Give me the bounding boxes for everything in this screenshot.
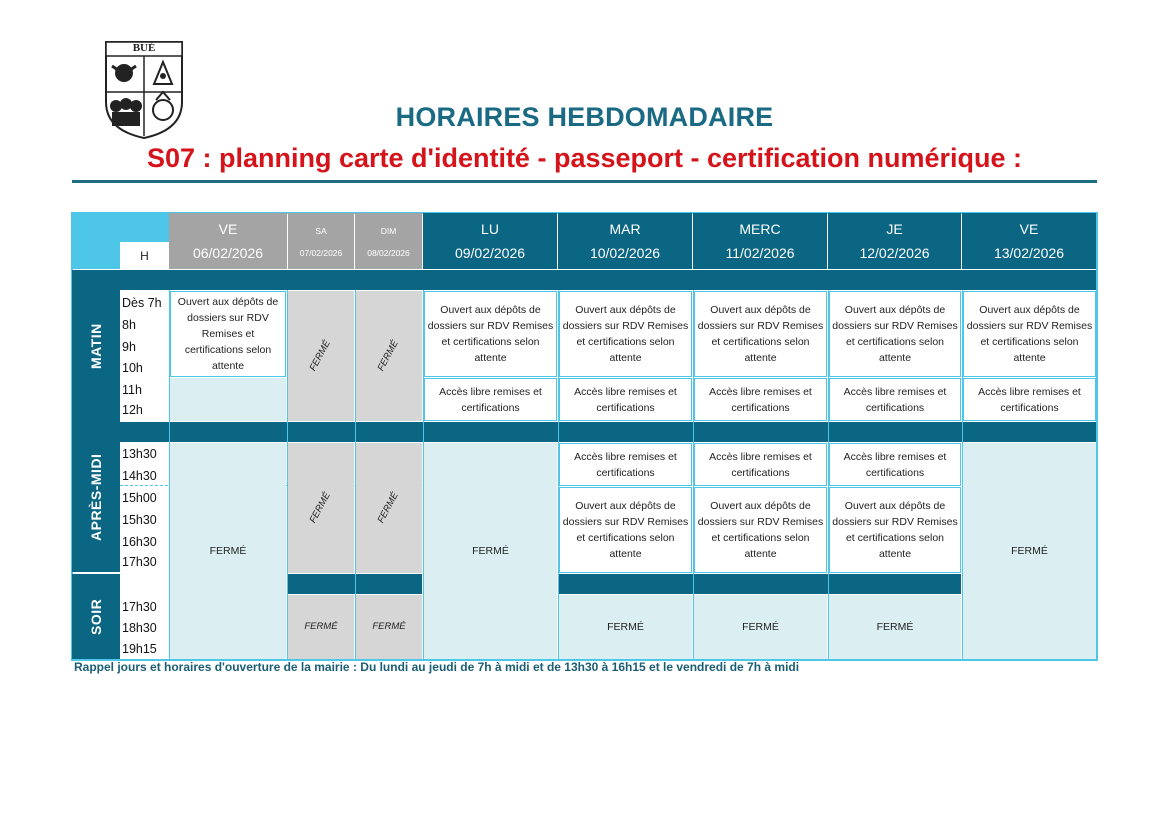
time-label: 18h30 <box>122 621 157 635</box>
slot-fri1-late-morning <box>170 378 286 421</box>
header-day-fri-2 <box>962 213 1096 269</box>
day-name: VE <box>1019 221 1039 237</box>
closed-label: FERMÉ <box>304 621 338 632</box>
header-day-thu <box>828 213 961 269</box>
slot-wed-evening-closed: FERMÉ <box>694 595 827 659</box>
slot-sun-afternoon-closed <box>356 443 422 573</box>
slot-wed-afternoon-deposit: Ouvert aux dépôts de dossiers sur RDV Remises et certifications selon attente <box>694 487 827 573</box>
slot-fri2-late-morning-access: Accès libre remises et certifications <box>963 378 1096 421</box>
slot-fri2-afternoon-closed: FERMÉ <box>963 443 1096 659</box>
slot-wed-morning-deposit: Ouvert aux dépôts de dossiers sur RDV Remises et certifications selon attente <box>694 291 827 377</box>
column-divider <box>423 290 424 660</box>
day-date: 12/02/2026 <box>859 245 930 261</box>
slot-fri2-morning-deposit: Ouvert aux dépôts de dossiers sur RDV Remises et certifications selon attente <box>963 291 1096 377</box>
day-date: 10/02/2026 <box>589 245 661 261</box>
day-date: 08/02/2026 <box>367 248 410 258</box>
slot-wed-late-morning-access: Accès libre remises et certifications <box>694 378 827 421</box>
day-name: DIM <box>380 226 397 236</box>
time-label: 8h <box>122 318 136 332</box>
day-name: MERC <box>739 221 781 237</box>
slot-thu-early-afternoon-access: Accès libre remises et certifications <box>829 443 961 486</box>
day-date: 06/02/2026 <box>192 245 264 261</box>
slot-thu-evening-closed: FERMÉ <box>829 595 961 659</box>
day-date: 07/02/2026 <box>299 248 343 258</box>
slot-tue-late-morning-access: Accès libre remises et certifications <box>559 378 692 421</box>
slot-fri1-morning-deposit: Ouvert aux dépôts de dossiers sur RDV Remises et certifications selon attente <box>170 291 286 377</box>
time-label: 17h30 <box>122 600 157 614</box>
slot-mon-late-morning-access: Accès libre remises et certifications <box>424 378 557 421</box>
column-divider <box>287 290 288 660</box>
header-day-sat <box>288 213 354 269</box>
time-label: 16h30 <box>122 535 157 549</box>
crest-label: BUÉ <box>132 42 156 54</box>
day-date: 13/02/2026 <box>993 245 1065 261</box>
time-label: Dès 7h <box>122 296 162 310</box>
slot-sun-morning-closed <box>356 291 422 421</box>
section-label-soir: SOIR <box>72 574 120 661</box>
time-label: 14h30 <box>122 469 157 483</box>
time-label: 10h <box>122 361 143 375</box>
column-divider <box>828 290 829 660</box>
time-column-matin <box>120 291 169 421</box>
column-divider <box>169 290 170 660</box>
column-divider <box>693 290 694 660</box>
slot-sat-morning-closed <box>288 291 354 421</box>
slot-thu-afternoon-deposit: Ouvert aux dépôts de dossiers sur RDV Remises et certifications selon attente <box>829 487 961 573</box>
time-label: 19h15 <box>122 642 157 656</box>
separator-bar <box>72 422 1096 442</box>
day-name: LU <box>481 221 499 237</box>
day-date: 11/02/2026 <box>725 245 795 261</box>
day-name: MAR <box>609 221 641 237</box>
day-name: SA <box>315 226 327 236</box>
separator-bar <box>72 270 1096 290</box>
header-day-mon <box>423 213 557 269</box>
closed-label: FERMÉ <box>307 338 334 374</box>
slot-sat-evening-closed <box>288 595 354 659</box>
closed-label: FERMÉ <box>375 338 402 374</box>
column-divider <box>962 290 963 660</box>
slot-thu-late-morning-access: Accès libre remises et certifications <box>829 378 961 421</box>
page-subtitle: S07 : planning carte d'identité - passeport - certification numérique : <box>146 143 1023 173</box>
slot-mon-morning-deposit: Ouvert aux dépôts de dossiers sur RDV Remises et certifications selon attente <box>424 291 557 377</box>
time-label: 15h30 <box>122 513 157 527</box>
column-divider <box>558 290 559 660</box>
slot-tue-morning-deposit: Ouvert aux dépôts de dossiers sur RDV Remises et certifications selon attente <box>559 291 692 377</box>
slot-tue-early-afternoon-access: Accès libre remises et certifications <box>559 443 692 486</box>
header-day-fri-1 <box>169 213 287 269</box>
section-label-matin: MATIN <box>72 270 120 422</box>
section-label-apres-midi: APRÈS-MIDI <box>72 422 120 572</box>
time-label: 9h <box>122 340 136 354</box>
day-name: JE <box>886 221 903 237</box>
slot-sat-afternoon-closed <box>288 443 354 573</box>
header-day-sun <box>355 213 422 269</box>
hour-column-header: H <box>120 242 169 269</box>
separator-bar <box>559 574 961 594</box>
header-day-tue <box>558 213 692 269</box>
time-column-apres-midi <box>120 443 169 573</box>
time-label: 17h30 <box>122 555 157 569</box>
slot-fri1-afternoon-closed: FERMÉ <box>170 443 286 659</box>
slot-tue-afternoon-deposit: Ouvert aux dépôts de dossiers sur RDV Remises et certifications selon attente <box>559 487 692 573</box>
time-label: 12h <box>122 403 143 417</box>
day-date: 09/02/2026 <box>454 245 526 261</box>
closed-label: FERMÉ <box>375 490 402 526</box>
time-label: 13h30 <box>122 447 157 461</box>
slot-sun-evening-closed <box>356 595 422 659</box>
slot-tue-evening-closed: FERMÉ <box>559 595 692 659</box>
slot-wed-early-afternoon-access: Accès libre remises et certifications <box>694 443 827 486</box>
closed-label: FERMÉ <box>372 621 406 632</box>
slot-mon-afternoon-closed: FERMÉ <box>424 443 557 659</box>
day-name: VE <box>218 221 238 237</box>
time-label: 11h <box>122 383 142 397</box>
slot-thu-morning-deposit: Ouvert aux dépôts de dossiers sur RDV Remises et certifications selon attente <box>829 291 961 377</box>
page-title: HORAIRES HEBDOMADAIRE <box>395 102 774 132</box>
time-label: 15h00 <box>122 491 157 505</box>
opening-hours-reminder: Rappel jours et horaires d'ouverture de la mairie : Du lundi au jeudi de 7h à midi et de 13h30 à 16h15 et le vendredi de 7h à midi <box>74 660 800 674</box>
header-day-wed <box>693 213 827 269</box>
column-divider <box>355 290 356 660</box>
title-divider <box>72 180 1097 183</box>
closed-label: FERMÉ <box>307 490 334 526</box>
